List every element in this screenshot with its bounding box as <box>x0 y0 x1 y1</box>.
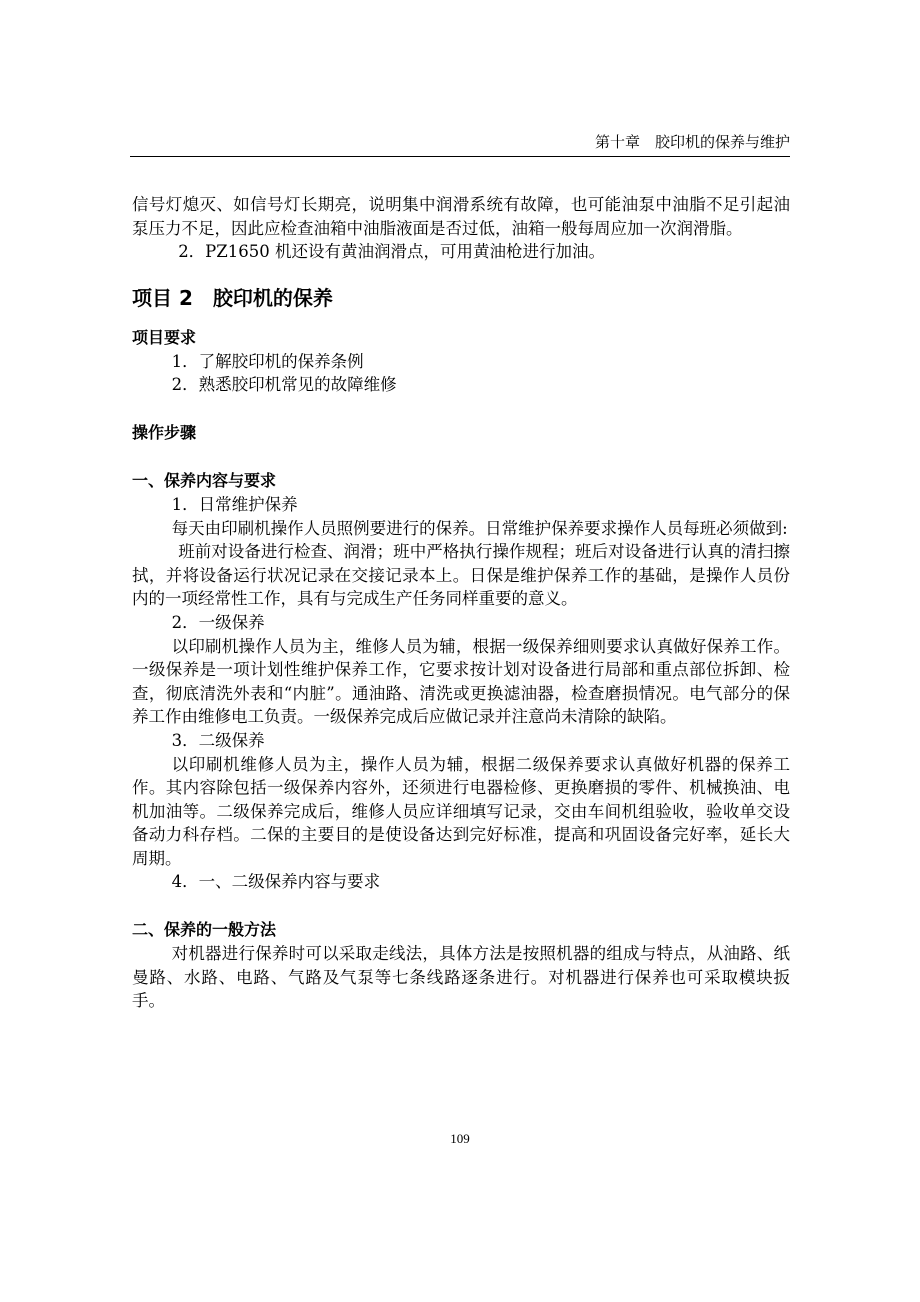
page-content <box>132 193 790 1013</box>
paragraph-point-2: 2．PZ1650 机还设有黄油润滑点，可用黄油枪进行加油。 <box>178 242 605 262</box>
section-1-item-2-paragraph-1: 以印刷机操作人员为主，维修人员为辅，根据一级保养细则要求认真做好保养工作。一级保养是一项计划性维护保养工作，它要求按计划对设备进行局部和重点部位拆卸、检查，彻底清洗外表和“内脏”。通油路、清洗或更换滤油器，检查磨损情况。电气部分的保养工作由维修电工负责。一级保养完成后应做记录并注意尚未清除的缺陷。 <box>132 636 790 727</box>
section-2-title: 二、保养的一般方法 <box>132 920 277 940</box>
section-1-item-1-paragraph-1: 每天由印刷机操作人员照例要进行的保养。日常维护保养要求操作人员每班必须做到: <box>171 518 788 538</box>
requirement-item-1: 1．了解胶印机的保养条例 <box>171 351 364 371</box>
section-1-item-3: 3．二级保养 <box>171 730 265 750</box>
page-number: 109 <box>450 1131 470 1146</box>
section-1-item-4: 4．一、二级保养内容与要求 <box>171 872 381 892</box>
section-1-item-1: 1．日常维护保养 <box>171 494 298 514</box>
section-2-paragraph-1: 对机器进行保养时可以采取走线法，具体方法是按照机器的组成与特点，从油路、纸曼路、水路、电路、气路及气泵等七条线路逐条进行。对机器进行保养也可采取模块扳手。 <box>132 944 790 1011</box>
running-header: 第十章 胶印机的保养与维护 <box>594 133 790 151</box>
requirements-title: 项目要求 <box>132 327 197 347</box>
requirement-item-2: 2．熟悉胶印机常见的故障维修 <box>171 375 397 395</box>
header-rule <box>130 156 790 157</box>
section-1-item-2: 2．一级保养 <box>171 612 265 632</box>
section-1-item-3-paragraph-1: 以印刷机维修人员为主，操作人员为辅，根据二级保养要求认真做好机器的保养工作。其内容除包括一级保养内容外，还须进行电器检修、更换磨损的零件、机械换油、电机加油等。二级保养完成后，维修人员应详细填写记录，交由车间机组验收，验收单交设备动力科存档。二保的主要目的是使设备达到完好标准，提高和巩固设备完好率，延长大周期。 <box>132 754 790 868</box>
section-1-item-1-paragraph-2: 班前对设备进行检查、润滑；班中严格执行操作规程；班后对设备进行认真的清扫擦拭，并将设备运行状况记录在交接记录本上。日保是维护保养工作的基础，是操作人员份内的一项经常性工作，具有与完成生产任务同样重要的意义。 <box>132 542 790 609</box>
continued-paragraph: 信号灯熄灭、如信号灯长期亮，说明集中润滑系统有故障，也可能油泵中油脂不足引起油泵压力不足，因此应检查油箱中油脂液面是否过低，油箱一般每周应加一次润滑脂。 <box>132 195 790 238</box>
project-title: 项目 2 胶印机的保养 <box>132 285 333 310</box>
section-1-title: 一、保养内容与要求 <box>132 470 277 490</box>
steps-title: 操作步骤 <box>132 422 197 442</box>
